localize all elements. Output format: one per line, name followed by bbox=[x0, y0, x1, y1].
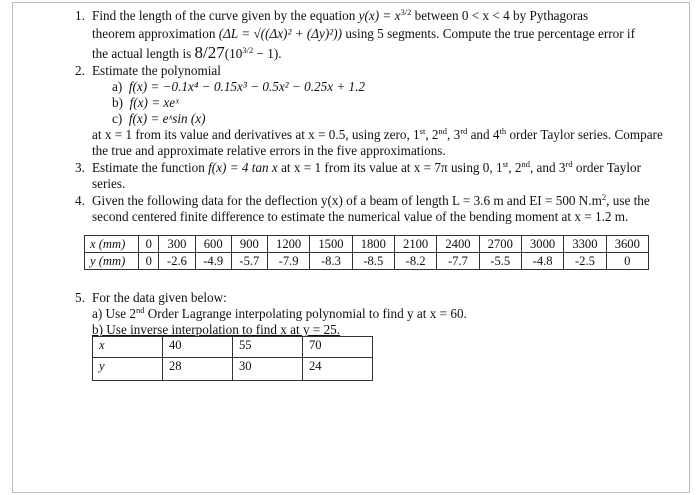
table-cell: 2100 bbox=[394, 236, 436, 253]
q1-number: 1. bbox=[75, 8, 85, 23]
table-cell: -5.7 bbox=[231, 253, 267, 270]
q5-number: 5. bbox=[75, 290, 85, 305]
table-cell: -2.6 bbox=[159, 253, 195, 270]
table-cell: 70 bbox=[303, 337, 373, 358]
q1-line2: theorem approximation (ΔL = √((Δx)² + (Δy)²)) using 5 segments. Compute the true percentage error if bbox=[92, 26, 635, 41]
table-cell: 30 bbox=[233, 358, 303, 381]
table-cell: 55 bbox=[233, 337, 303, 358]
q4-number: 4. bbox=[75, 193, 85, 208]
table-row bbox=[85, 236, 649, 253]
table-cell: 1800 bbox=[352, 236, 394, 253]
table-row bbox=[93, 337, 373, 358]
table-cell: -7.9 bbox=[267, 253, 309, 270]
q2-item-b: b) f(x) = xeˣ bbox=[112, 95, 179, 110]
table-cell: -8.3 bbox=[310, 253, 352, 270]
table-cell: 28 bbox=[163, 358, 233, 381]
table-cell: 600 bbox=[195, 236, 231, 253]
table-row-label: y (mm) bbox=[85, 253, 139, 270]
table-cell: 3300 bbox=[564, 236, 606, 253]
q1-line3: the actual length is $8/27(10^{3/2} - 1)$. bbox=[92, 43, 282, 62]
table-cell: 300 bbox=[159, 236, 195, 253]
table-cell: 0 bbox=[139, 236, 159, 253]
q5-intro: For the data given below: bbox=[92, 290, 227, 305]
table-row-label: x bbox=[93, 337, 163, 358]
table-cell: 3600 bbox=[606, 236, 648, 253]
table-row bbox=[85, 253, 649, 270]
q3-number: 3. bbox=[75, 160, 85, 175]
table-cell: -8.2 bbox=[394, 253, 436, 270]
table-cell: 2400 bbox=[437, 236, 479, 253]
table-cell: -7.7 bbox=[437, 253, 479, 270]
table-cell: 1500 bbox=[310, 236, 352, 253]
table-cell: -8.5 bbox=[352, 253, 394, 270]
q2-number: 2. bbox=[75, 63, 85, 78]
q2-item-c: c) f(x) = eˣsin (x) bbox=[112, 111, 206, 126]
q4-line1: Given the following data for the deflection y(x) of a beam of length L = 3.6 m and EI = 500 $N.m^2$, use the bbox=[92, 192, 650, 208]
table-cell: 40 bbox=[163, 337, 233, 358]
table-cell: -5.5 bbox=[479, 253, 521, 270]
table-row-label: y bbox=[93, 358, 163, 381]
table-cell: 0 bbox=[139, 253, 159, 270]
q2-item-a: a) f(x) = −0.1x⁴ − 0.15x³ − 0.5x² − 0.25x + 1.2 bbox=[112, 79, 366, 94]
table-cell: -4.9 bbox=[195, 253, 231, 270]
q1-line1: Find the length of the curve given by the equation $y(x) = x^{3/2}$ between 0 < x < 4 by Pythagoras bbox=[92, 7, 589, 23]
deflection-table bbox=[84, 235, 649, 270]
table-cell: 2700 bbox=[479, 236, 521, 253]
q2-intro: Estimate the polynomial bbox=[92, 63, 221, 78]
q2-line-b: the true and approximate relative errors in the five approximations. bbox=[92, 143, 446, 158]
q4-line2: second centered finite difference to estimate the numerical value of the bending moment at x = 1.2 m. bbox=[92, 209, 629, 224]
q3-line2: series. bbox=[92, 176, 126, 191]
table-cell: 24 bbox=[303, 358, 373, 381]
lagrange-table bbox=[92, 336, 373, 381]
q5-part-b: b) Use inverse interpolation to find x at y = 25. bbox=[92, 322, 341, 337]
table-cell: 3000 bbox=[521, 236, 563, 253]
table-cell: -2.5 bbox=[564, 253, 606, 270]
q2-line-a: at x = 1 from its value and derivatives at x = 0.5, using zero, 1st, 2nd, 3rd and 4th order Taylor series. Compare bbox=[92, 126, 663, 142]
table-row bbox=[93, 358, 373, 381]
table-cell: 1200 bbox=[267, 236, 309, 253]
table-row-label: x (mm) bbox=[85, 236, 139, 253]
q5-part-a: a) Use 2nd Order Lagrange interpolating polynomial to find y at x = 60. bbox=[92, 305, 467, 321]
table-cell: 0 bbox=[606, 253, 648, 270]
table-cell: -4.8 bbox=[521, 253, 563, 270]
q3-line1: Estimate the function f(x) = 4 tan x at x = 1 from its value at x = 7π using 0, 1st, 2nd, and 3rd order Taylor bbox=[92, 159, 641, 175]
table-cell: 900 bbox=[231, 236, 267, 253]
